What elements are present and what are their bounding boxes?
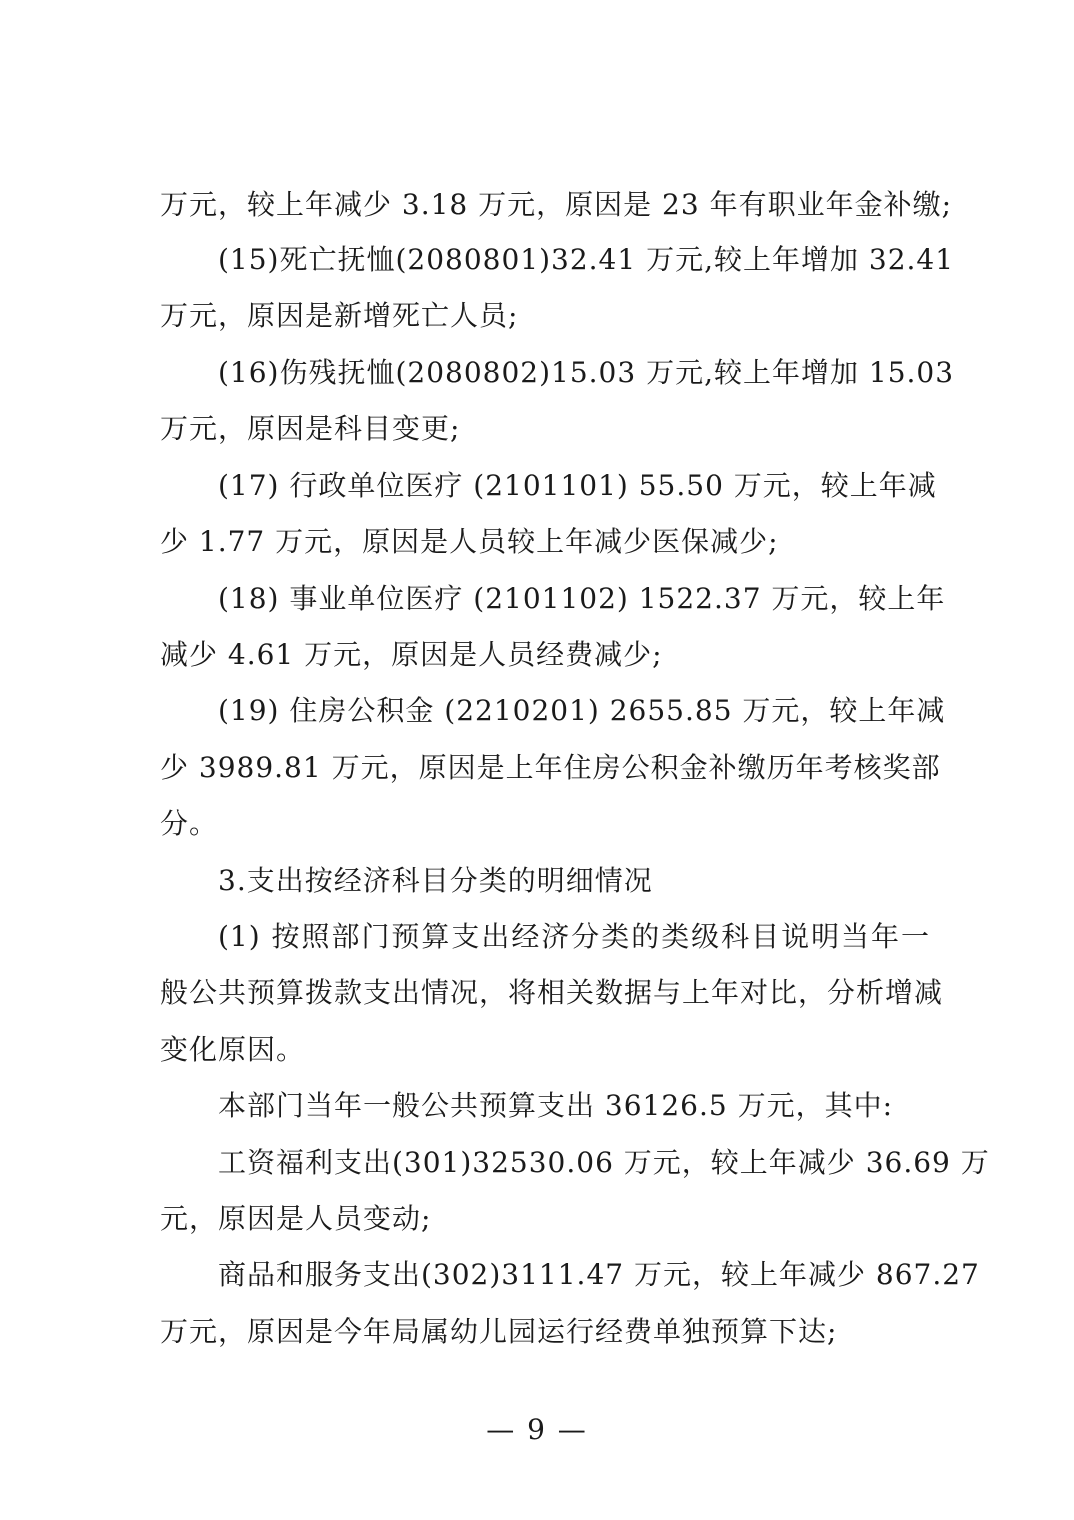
body-line-2: (15)死亡抚恤(2080801)32.41 万元,较上年增加 32.41	[218, 243, 955, 276]
body-line-9: 减少 4.61 万元，原因是人员经费减少;	[160, 638, 663, 671]
body-line-18: 工资福利支出(301)32530.06 万元，较上年减少 36.69 万	[218, 1146, 990, 1179]
body-line-7: 少 1.77 万元，原因是人员较上年减少医保减少;	[160, 525, 779, 558]
body-line-14: (1) 按照部门预算支出经济分类的类级科目说明当年一	[218, 920, 930, 953]
body-line-6: (17) 行政单位医疗 (2101101) 55.50 万元，较上年减	[218, 469, 937, 502]
body-line-5: 万元，原因是科目变更;	[160, 412, 461, 445]
body-line-16: 变化原因。	[160, 1033, 306, 1066]
body-line-3: 万元，原因是新增死亡人员;	[160, 299, 519, 332]
body-line-8: (18) 事业单位医疗 (2101102) 1522.37 万元，较上年	[218, 582, 946, 615]
body-line-20: 商品和服务支出(302)3111.47 万元，较上年减少 867.27	[218, 1258, 980, 1291]
section-heading: 3.支出按经济科目分类的明细情况	[218, 864, 653, 897]
body-line-19: 元，原因是人员变动;	[160, 1202, 432, 1235]
body-line-21: 万元，原因是今年局属幼儿园运行经费单独预算下达;	[160, 1315, 838, 1348]
body-line-11: 少 3989.81 万元，原因是上年住房公积金补缴历年考核奖部	[160, 751, 941, 784]
body-line-4: (16)伤残抚恤(2080802)15.03 万元,较上年增加 15.03	[218, 356, 955, 389]
body-line-10: (19) 住房公积金 (2210201) 2655.85 万元，较上年减	[218, 694, 946, 727]
body-line-1: 万元，较上年减少 3.18 万元，原因是 23 年有职业年金补缴;	[160, 188, 953, 221]
body-line-17: 本部门当年一般公共预算支出 36126.5 万元，其中:	[218, 1089, 894, 1122]
body-line-15: 般公共预算拨款支出情况，将相关数据与上年对比，分析增减	[160, 976, 944, 1009]
page-number: — 9 —	[486, 1413, 588, 1446]
body-line-12: 分。	[160, 807, 219, 840]
